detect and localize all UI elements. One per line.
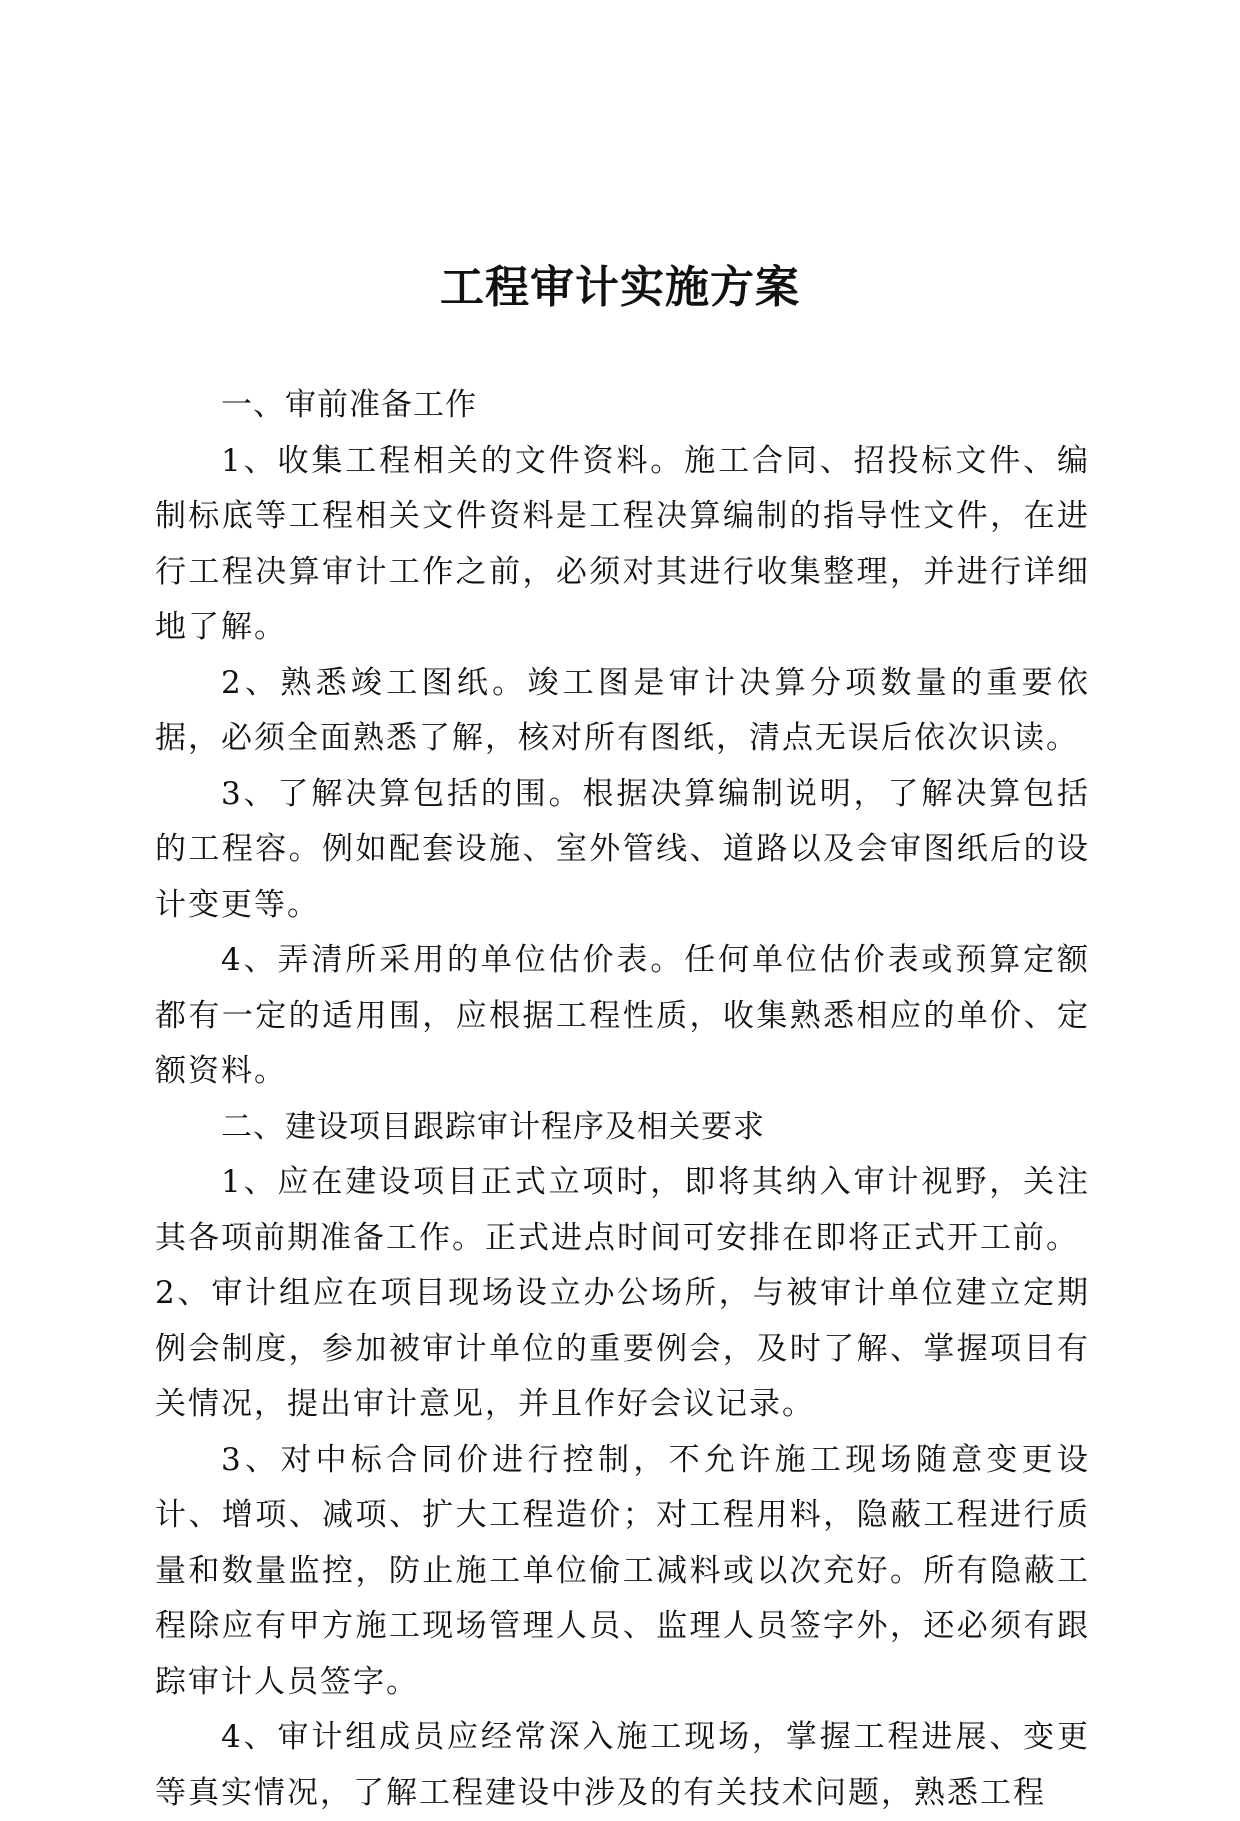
paragraph: 4、审计组成员应经常深入施工现场，掌握工程进展、变更等真实情况，了解工程建设中涉及的有关技术问题，熟悉工程: [155, 1719, 1090, 1811]
document-title: 工程审计实施方案: [440, 262, 800, 313]
paragraph: 1、应在建设项目正式立项时，即将其纳入审计视野，关注其各项前期准备工作。正式进点时间可安排在即将正式开工前。: [155, 1164, 1090, 1256]
paragraph: 2、熟悉竣工图纸。竣工图是审计决算分项数量的重要依据，必须全面熟悉了解，核对所有图纸，清点无误后依次识读。: [155, 664, 1090, 756]
document-body: [155, 378, 1090, 1821]
paragraph: 3、了解决算包括的围。根据决算编制说明，了解决算包括的工程容。例如配套设施、室外管线、道路以及会审图纸后的设计变更等。: [155, 775, 1090, 923]
paragraph: 4、弄清所采用的单位估价表。任何单位估价表或预算定额都有一定的适用围，应根据工程性质，收集熟悉相应的单价、定额资料。: [155, 942, 1090, 1089]
section-heading-prep: 一、审前准备工作: [221, 387, 477, 423]
paragraph: 2、审计组应在项目现场设立办公场所，与被审计单位建立定期例会制度，参加被审计单位的重要例会，及时了解、掌握项目有关情况，提出审计意见，并且作好会议记录。: [155, 1275, 1090, 1422]
section-heading-tracking: 二、建设项目跟踪审计程序及相关要求: [221, 1108, 765, 1145]
paragraph: 3、对中标合同价进行控制，不允许施工现场随意变更设计、增项、减项、扩大工程造价；对工程用料，隐蔽工程进行质量和数量监控，防止施工单位偷工减料或以次充好。所有隐蔽工程除应有甲方施工现场管理人员、监理人员签字外，还必须有跟踪审计人员签字。: [155, 1441, 1090, 1700]
paragraph: 1、收集工程相关的文件资料。施工合同、招投标文件、编制标底等工程相关文件资料是工程决算编制的指导性文件，在进行工程决算审计工作之前，必须对其进行收集整理，并进行详细地了解。: [155, 442, 1090, 645]
